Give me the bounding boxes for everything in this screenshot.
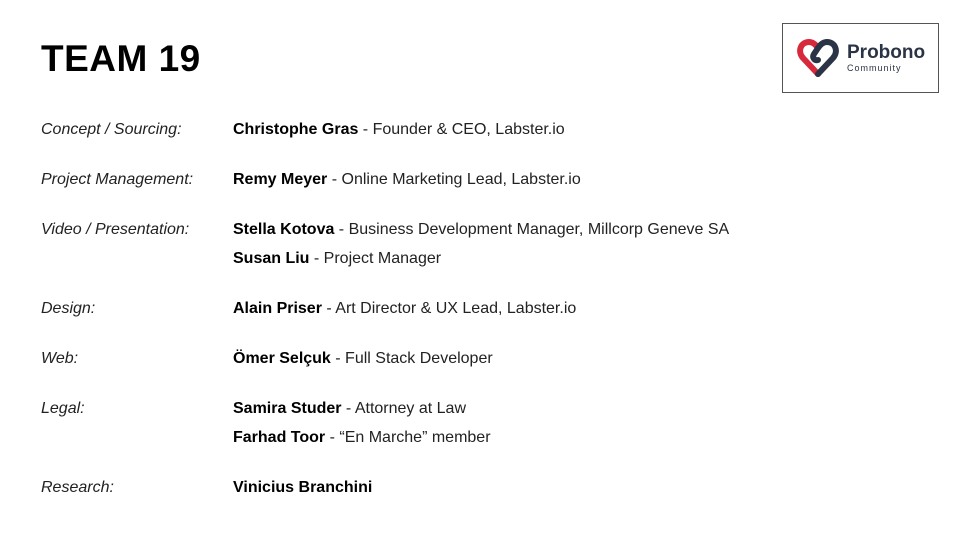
- member-name: Ömer Selçuk: [233, 350, 331, 367]
- member-name: Vinicius Branchini: [233, 479, 373, 496]
- team-row: [41, 169, 921, 191]
- logo-name: Probono: [847, 42, 926, 63]
- role-label: Project Management:: [41, 171, 194, 188]
- role-label: Design:: [41, 300, 96, 317]
- logo-subtitle: Community: [847, 63, 902, 73]
- team-row: [41, 398, 921, 420]
- team-row: [41, 119, 921, 141]
- role-label: Web:: [41, 350, 79, 367]
- member-name: Stella Kotova: [233, 221, 335, 238]
- member-name: Samira Studer: [233, 400, 342, 417]
- role-label: Research:: [41, 479, 114, 496]
- role-label: Legal:: [41, 400, 85, 417]
- team-row: [41, 477, 921, 499]
- member-description: - Founder & CEO, Labster.io: [358, 121, 565, 138]
- member-name: Susan Liu: [233, 250, 310, 267]
- role-label: Video / Presentation:: [41, 221, 190, 238]
- member-description: - Full Stack Developer: [330, 350, 493, 367]
- member-description: - Online Marketing Lead, Labster.io: [327, 171, 581, 188]
- team-row: [41, 348, 921, 370]
- member-name: Farhad Toor: [233, 429, 326, 446]
- heart-icon: [797, 38, 839, 78]
- team-row: [41, 248, 921, 270]
- member-description: - Project Manager: [309, 250, 442, 267]
- team-row: [41, 219, 921, 241]
- member-description: - Business Development Manager, Millcorp Geneve SA: [334, 221, 730, 238]
- member-description: - Attorney at Law: [341, 400, 466, 417]
- member-name: Christophe Gras: [233, 121, 359, 138]
- page-title: TEAM 19: [41, 38, 201, 79]
- member-name: Alain Priser: [233, 300, 322, 317]
- team-row: [41, 298, 921, 320]
- member-description: - Art Director & UX Lead, Labster.io: [321, 300, 577, 317]
- member-name: Remy Meyer: [233, 171, 328, 188]
- member-description: - “En Marche” member: [325, 429, 491, 446]
- team-row: [41, 427, 921, 449]
- probono-logo: [782, 23, 939, 93]
- role-label: Concept / Sourcing:: [41, 121, 182, 138]
